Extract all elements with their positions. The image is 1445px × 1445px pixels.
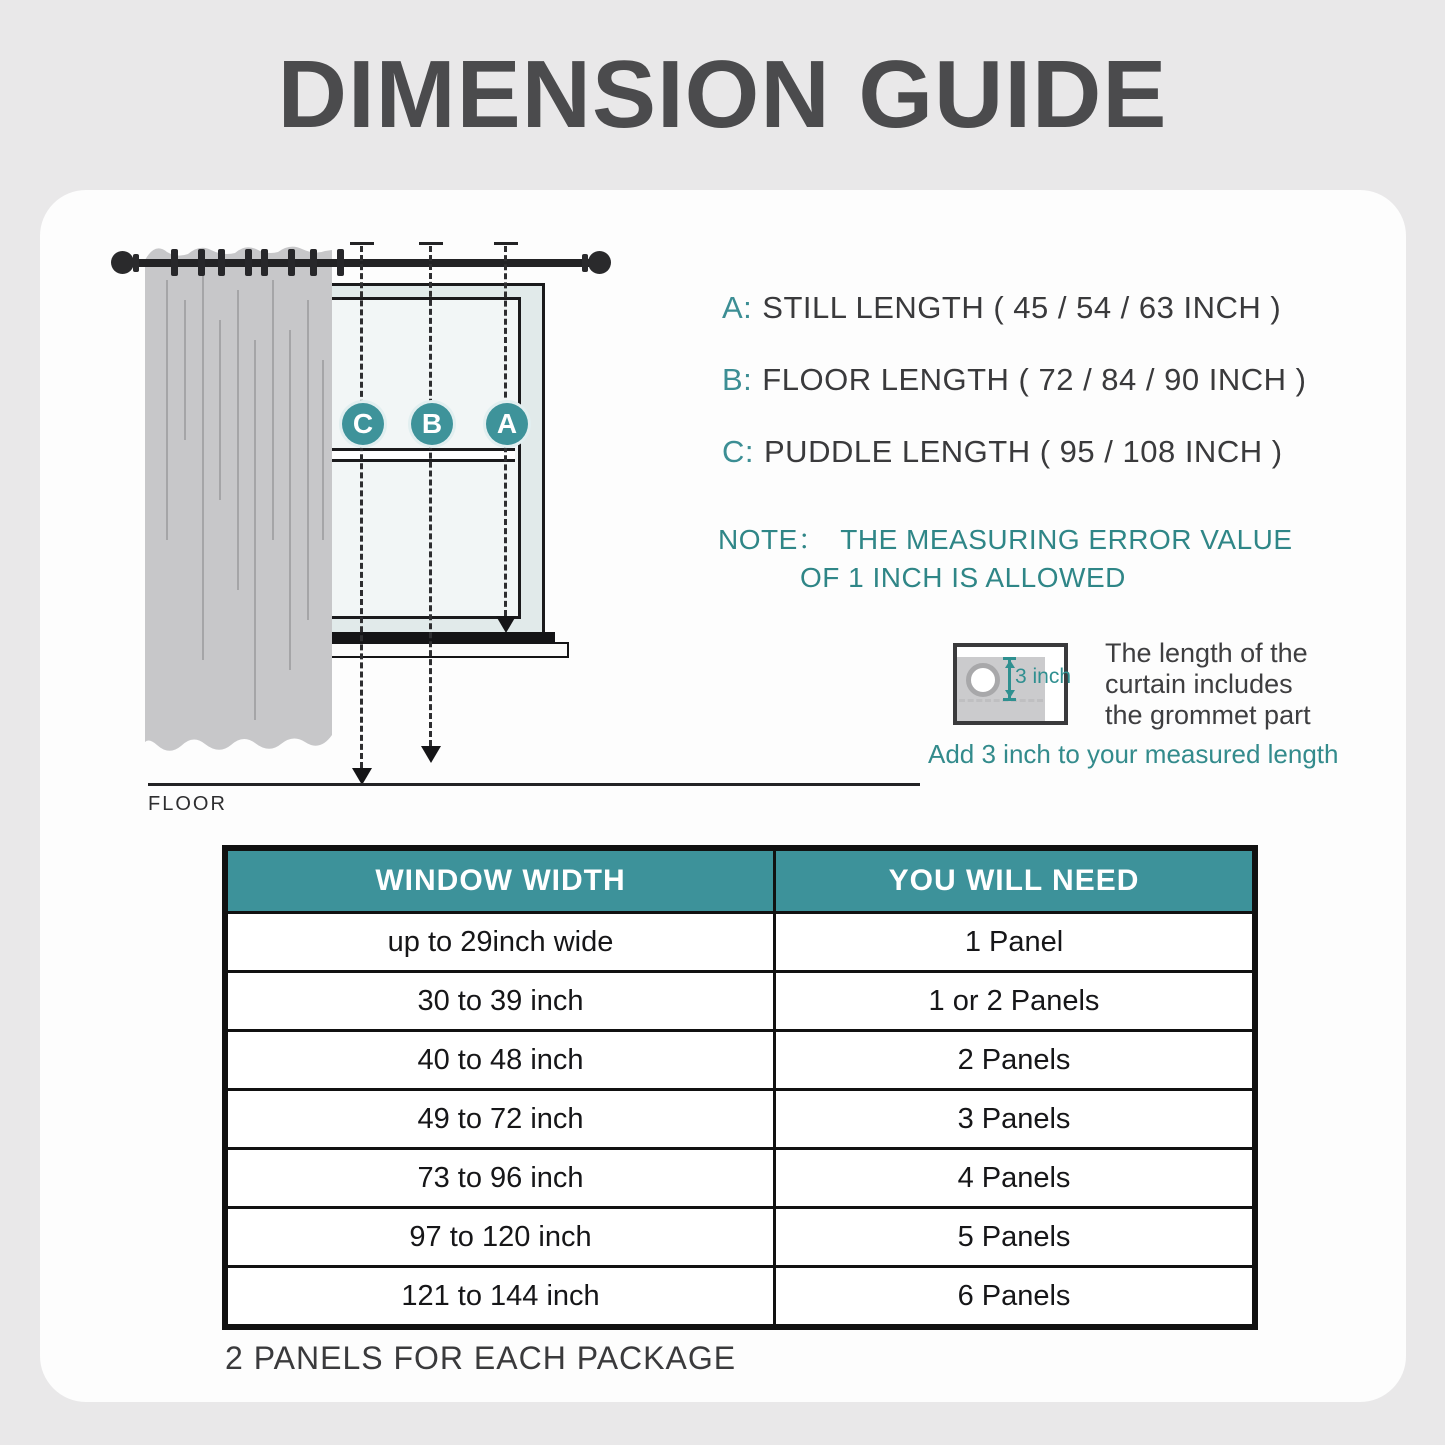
table-header-window-width: WINDOW WIDTH (225, 848, 775, 913)
rod-finial-right (588, 251, 611, 274)
panels-needed-cell: 2 Panels (775, 1031, 1256, 1090)
floor-label: FLOOR (148, 793, 227, 815)
grommet-description-line: curtain includes (1105, 669, 1293, 699)
length-text-c: PUDDLE LENGTH ( 95 / 108 INCH ) (764, 434, 1283, 469)
window-width-cell: 40 to 48 inch (225, 1031, 775, 1090)
panels-needed-cell: 3 Panels (775, 1090, 1256, 1149)
measure-tick (494, 242, 518, 245)
grommet-description-line: The length of the (1105, 638, 1308, 668)
grommet-tip: Add 3 inch to your measured length (928, 739, 1339, 769)
down-arrow-icon (496, 616, 516, 633)
window-width-cell: 49 to 72 inch (225, 1090, 775, 1149)
grommet-clip-icon (171, 249, 205, 276)
table-row (225, 972, 1255, 1031)
measure-tick (350, 242, 374, 245)
window-width-cell: 30 to 39 inch (225, 972, 775, 1031)
table-row (225, 1031, 1255, 1090)
grommet-detail-figure (953, 643, 1072, 725)
curtain-panel (145, 240, 332, 760)
table-row (225, 1090, 1255, 1149)
rod-collar-left (133, 254, 139, 272)
content-card (40, 190, 1406, 1402)
rod-finial-left (111, 251, 134, 274)
window-sill-shelf (300, 642, 569, 658)
panels-needed-cell: 1 Panel (775, 913, 1256, 972)
window-width-cell: 73 to 96 inch (225, 1149, 775, 1208)
length-text-b: FLOOR LENGTH ( 72 / 84 / 90 INCH ) (762, 362, 1307, 397)
marker-b: B (408, 400, 456, 448)
footer-note: 2 PANELS FOR EACH PACKAGE (225, 1340, 737, 1376)
table-row (225, 1208, 1255, 1267)
panels-needed-cell: 5 Panels (775, 1208, 1256, 1267)
length-prefix-c: C: (722, 434, 754, 469)
length-spec-b (722, 362, 1306, 398)
measure-tick (419, 242, 443, 245)
window-width-cell: 121 to 144 inch (225, 1267, 775, 1328)
length-prefix-a: A: (722, 290, 753, 325)
rod-collar-right (582, 254, 588, 272)
grommet-clip-icon (310, 249, 344, 276)
window-middle-rail (325, 448, 515, 462)
table-row (225, 1267, 1255, 1328)
table-header-you-will-need: YOU WILL NEED (775, 848, 1256, 913)
length-prefix-b: B: (722, 362, 753, 397)
grommet-icon (966, 663, 1000, 697)
note-line2: OF 1 INCH IS ALLOWED (800, 562, 1126, 593)
window-width-cell: 97 to 120 inch (225, 1208, 775, 1267)
marker-c: C (339, 400, 387, 448)
marker-a: A (483, 400, 531, 448)
note-label: NOTE： (718, 524, 827, 555)
grommet-dashed-line (959, 699, 1043, 702)
panels-table (222, 845, 1258, 1330)
grommet-description-line: the grommet part (1105, 700, 1311, 730)
note-line1: THE MEASURING ERROR VALUE (840, 524, 1293, 555)
grommet-measure-label: 3 inch (1015, 665, 1072, 688)
panels-needed-cell: 6 Panels (775, 1267, 1256, 1328)
measure-line-b (429, 246, 432, 746)
down-arrow-icon (421, 746, 441, 763)
panels-needed-cell: 1 or 2 Panels (775, 972, 1256, 1031)
measure-line-c (360, 246, 363, 768)
length-spec-c (722, 434, 1283, 470)
up-arrow-icon (1005, 660, 1015, 668)
length-spec-a (722, 290, 1281, 326)
note-text (718, 518, 1293, 558)
panels-needed-cell: 4 Panels (775, 1149, 1256, 1208)
floor-line (148, 783, 920, 786)
length-text-a: STILL LENGTH ( 45 / 54 / 63 INCH ) (762, 290, 1282, 325)
down-arrow-icon (1005, 690, 1015, 698)
table-header-row (225, 848, 1255, 913)
table-row (225, 913, 1255, 972)
measure-arrow-cap (1003, 698, 1016, 701)
grommet-clip-icon (261, 249, 295, 276)
window-width-cell: up to 29inch wide (225, 913, 775, 972)
page-title: DIMENSION GUIDE (277, 41, 1168, 148)
table-row (225, 1149, 1255, 1208)
grommet-description (1105, 638, 1311, 731)
grommet-clip-icon (218, 249, 252, 276)
